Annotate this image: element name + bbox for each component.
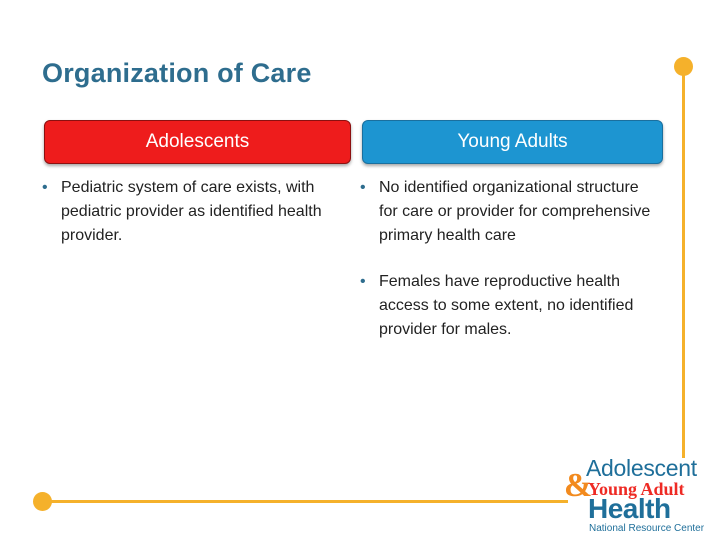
decorative-dot-bottom xyxy=(33,492,52,511)
decorative-dot-top xyxy=(674,57,693,76)
young-adults-bullet-list xyxy=(360,176,660,364)
bullet-icon: • xyxy=(42,179,48,196)
bullet-text: No identified organizational structure for care or provider for comprehensive primary health care xyxy=(379,179,651,244)
bullet-text: Females have reproductive health access to some extent, no identified provider for males. xyxy=(379,273,634,338)
logo-ampersand: & xyxy=(564,467,593,504)
adolescents-bullet-list xyxy=(42,176,332,270)
column-header-young-adults xyxy=(362,120,663,164)
logo-line-adolescent: Adolescent xyxy=(586,455,697,481)
bullet-icon: • xyxy=(360,179,366,196)
decorative-horizontal-line xyxy=(42,500,568,503)
bullet-text: Pediatric system of care exists, with pediatric provider as identified health provider. xyxy=(61,179,322,244)
list-item xyxy=(360,176,660,248)
column-header-label: Young Adults xyxy=(457,131,568,152)
column-header-label: Adolescents xyxy=(145,131,250,152)
bullet-icon: • xyxy=(360,273,366,290)
decorative-vertical-line xyxy=(682,68,685,458)
list-item xyxy=(360,270,660,342)
list-item xyxy=(42,176,332,248)
organization-logo xyxy=(564,455,712,535)
column-header-adolescents xyxy=(44,120,351,164)
slide-title: Organization of Care xyxy=(42,58,312,88)
logo-line-young-adult: Young Adult xyxy=(588,479,685,499)
logo-line-health: Health xyxy=(588,493,671,524)
logo-line-national-resource-center: National Resource Center xyxy=(589,523,705,534)
